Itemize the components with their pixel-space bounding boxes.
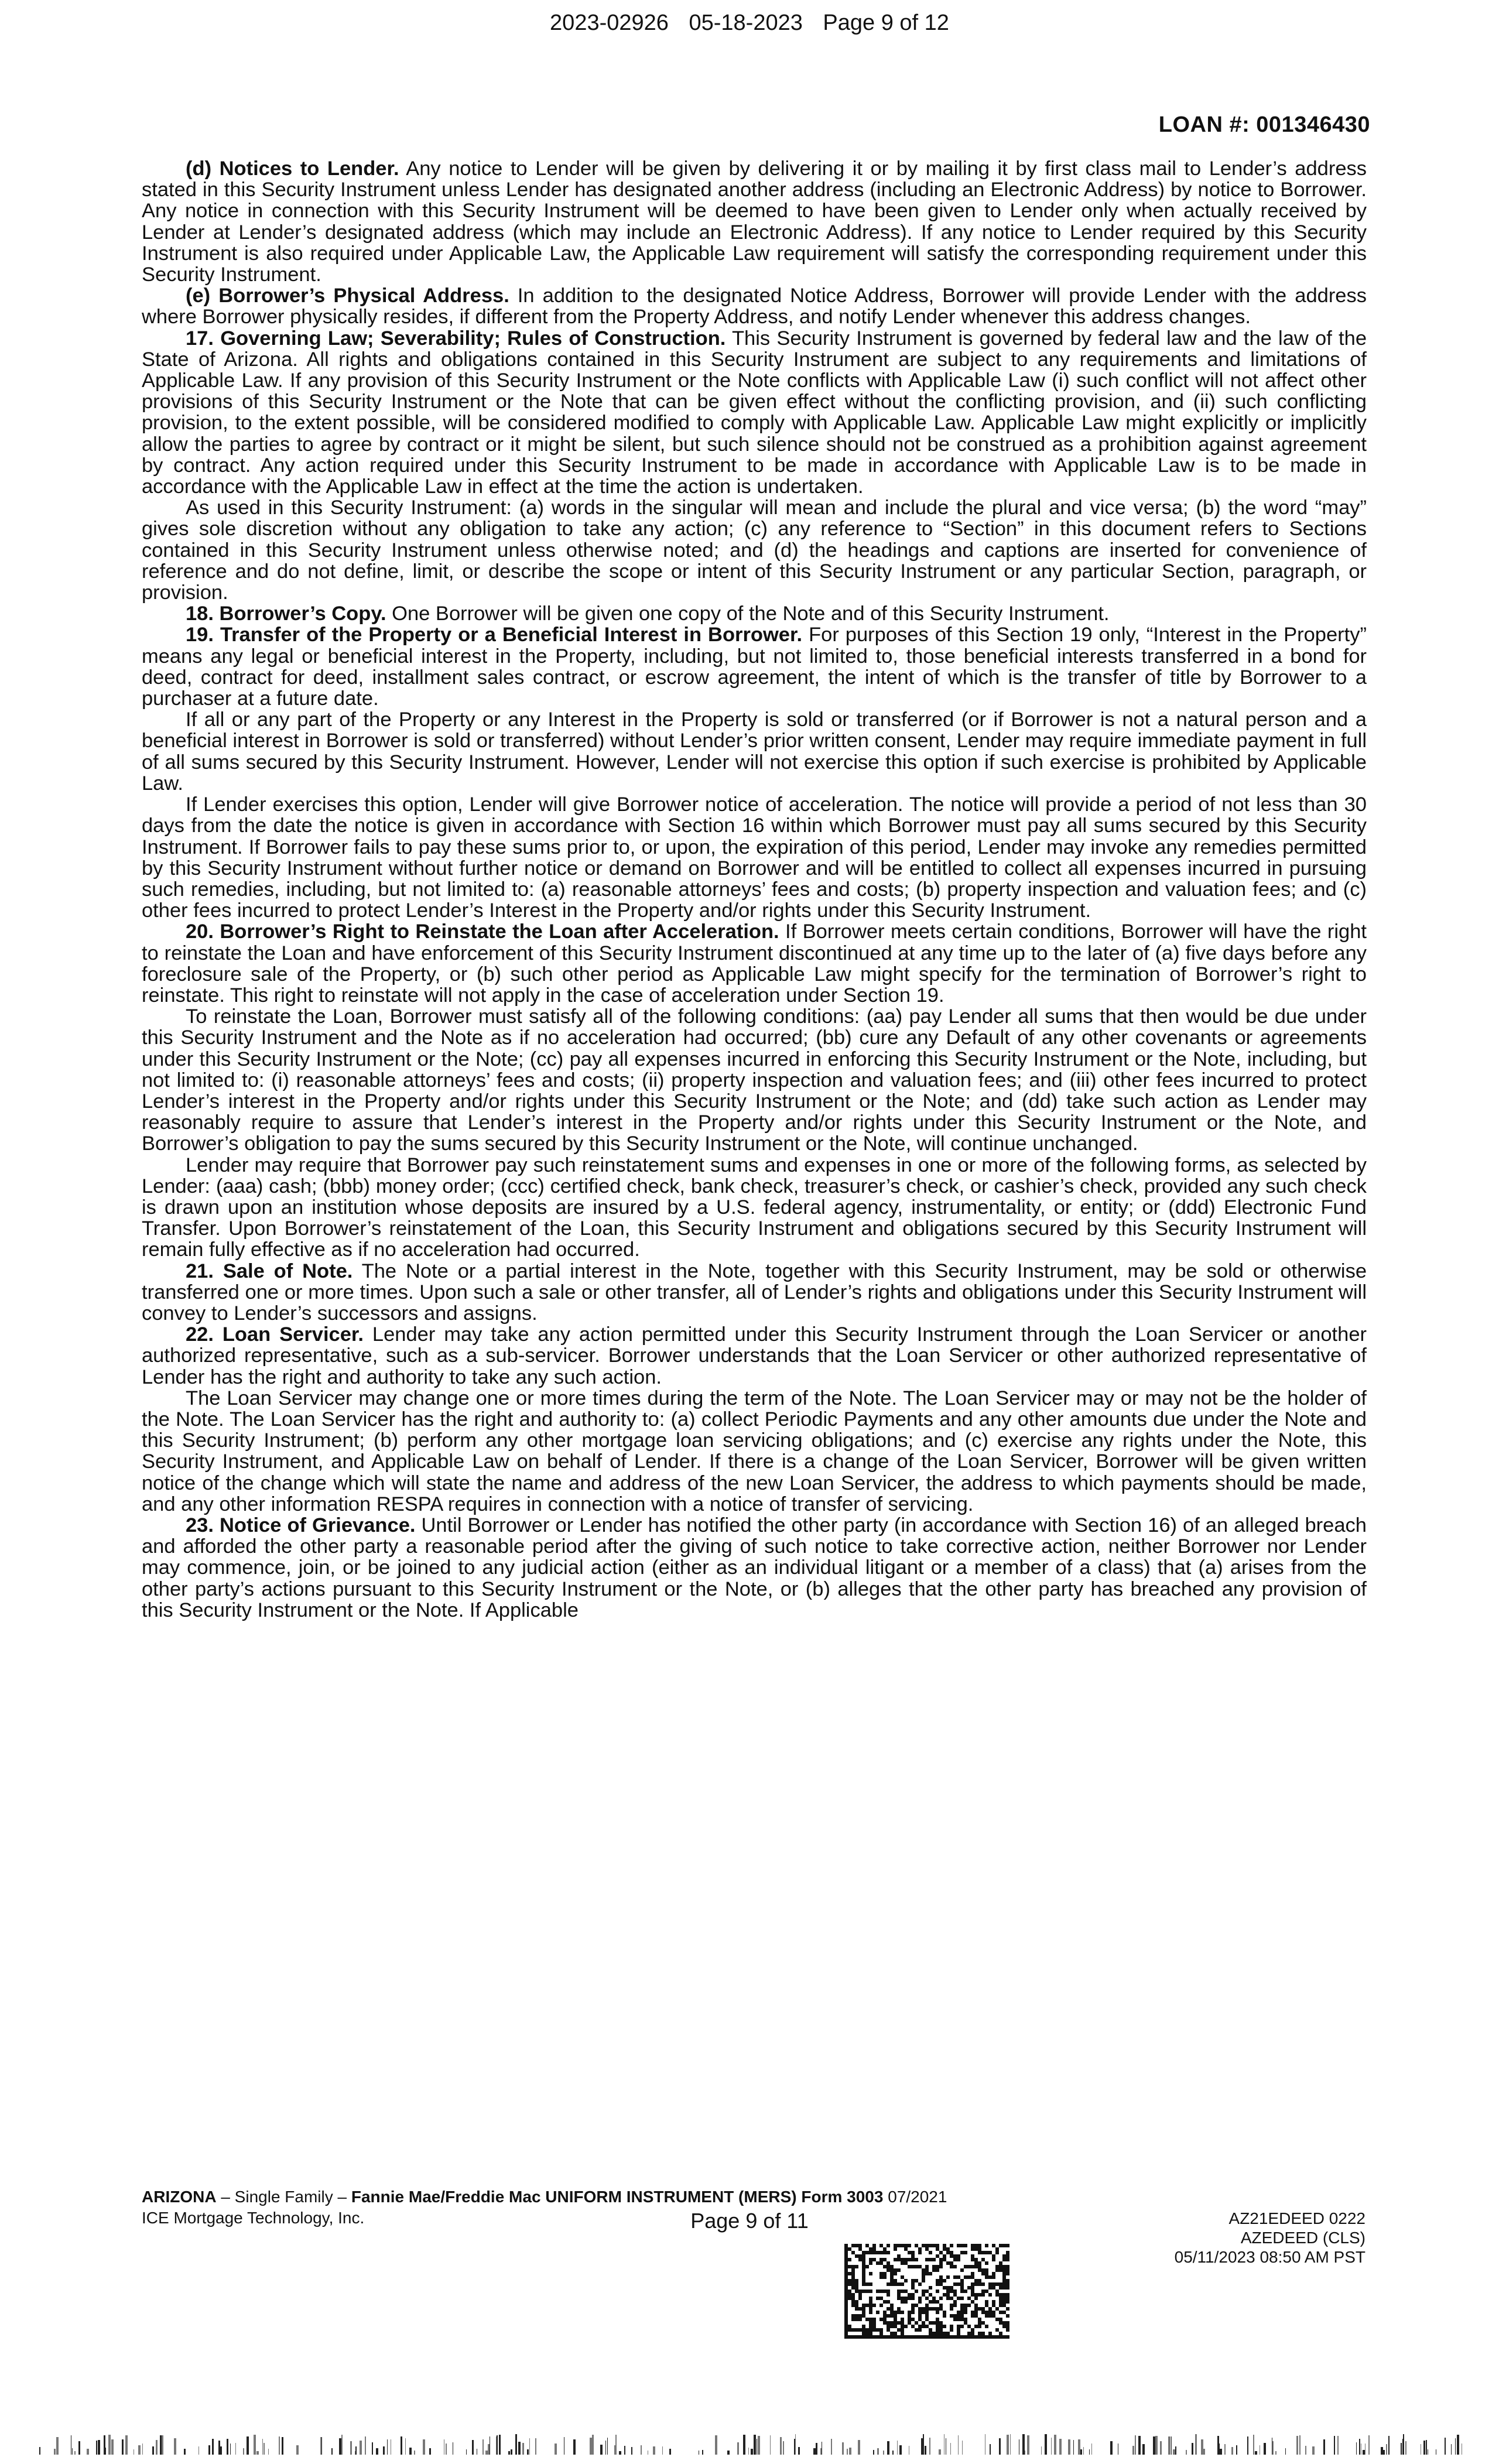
recording-page-label: Page 9 of 12	[823, 11, 949, 35]
section-title: 21. Sale of Note.	[186, 1260, 353, 1282]
section-16d	[142, 158, 1367, 285]
section-text: Until Borrower or Lender has notified the other party (in accordance with Section 16) of an alleged breach and afforded the other party a reasonable period after the giving of such notice to take corrective action, neither Borrower nor Lender may commence, join, or be joined to any judicial action (either as an individual litigant or a member of a class) that (a) arises from the other party’s actions pursuant to this Security Instrument or the Note, or (b) alleges that the other party has breached any provision of this Security Instrument or the Note. If Applicable	[142, 1514, 1367, 1621]
section-title: (e) Borrower’s Physical Address.	[186, 285, 509, 307]
form-state: ARIZONA	[142, 2188, 217, 2206]
section-19-paragraph-2: If all or any part of the Property or any Interest in the Property is sold or transferred (or if Borrower is not a natural person and a beneficial interest in Borrower is sold or transferred) without Lender’s prior written consent, Lender may require immediate payment in full of all sums secured by this Security Instrument. However, Lender will not exercise this option if such exercise is prohibited by Applicable Law.	[142, 709, 1367, 795]
section-title: 19. Transfer of the Property or a Beneficial Interest in Borrower.	[186, 624, 803, 646]
form-type: – Single Family –	[216, 2188, 351, 2206]
section-text: The Note or a partial interest in the Note, together with this Security Instrument, may be sold or otherwise transferred one or more times. Upon such a sale or other transfer, all of Lender’s rights and obligations under this Security Instrument will convey to Lender’s successors and assigns.	[142, 1260, 1367, 1325]
section-title: 18. Borrower’s Copy.	[186, 603, 386, 625]
section-text: One Borrower will be given one copy of the Note and of this Security Instrument.	[386, 603, 1110, 625]
section-text: If Borrower meets certain conditions, Borrower will have the right to reinstate the Loan and have enforcement of this Security Instrument discontinued at any time up to the later of (a) five days before any foreclosure sale of the Property, or (b) such other period as Applicable Law might specify for the termination of Borrower’s right to reinstate. This right to reinstate will not apply in the case of acceleration under Section 19.	[142, 920, 1367, 1007]
section-23	[142, 1515, 1367, 1621]
section-title: 22. Loan Servicer.	[186, 1323, 364, 1346]
section-19	[142, 624, 1367, 709]
section-16e	[142, 285, 1367, 327]
document-number: 2023-02926	[550, 11, 669, 35]
section-text: This Security Instrument is governed by federal law and the law of the State of Arizona. All rights and obligations contained in this Security Instrument are subject to any requirements and limitations of Applicable Law. If any provision of this Security Instrument or the Note conflicts with Applicable Law (i) such conflict will not affect other provisions of this Security Instrument or the Note that can be given effect without the conflicting provision, and (ii) such conflicting provision, to the extent possible, will be considered modified to comply with Applicable Law. Applicable Law might explicitly or implicitly allow the parties to agree by contract or it might be silent, but such silence should not be construed as a prohibition against agreement by contract. Any action required under this Security Instrument to be made in accordance with Applicable Law is to be made in accordance with the Applicable Law in effect at the time the action is undertaken.	[142, 327, 1367, 498]
document-body	[142, 158, 1367, 1621]
form-page-number: Page 9 of 11	[690, 2209, 809, 2233]
form-date: 07/2021	[883, 2188, 947, 2206]
section-21	[142, 1261, 1367, 1325]
loan-number: LOAN #: 001346430	[1158, 112, 1370, 137]
form-code-2: AZEDEED (CLS)	[1240, 2229, 1365, 2247]
recording-date: 05-18-2023	[689, 11, 803, 35]
section-20-paragraph-3: Lender may require that Borrower pay such reinstatement sums and expenses in one or more of the following forms, as selected by Lender: (aaa) cash; (bbb) money order; (ccc) certified check, bank check, treasurer’s check, or cashier’s check, provided any such check is drawn upon an institution whose deposits are insured by a U.S. federal agency, instrumentality, or entity; or (ddd) Electronic Fund Transfer. Upon Borrower’s reinstatement of the Loan, this Security Instrument and obligations secured by this Security Instrument will remain fully effective as if no acceleration had occurred.	[142, 1154, 1367, 1261]
form-company: ICE Mortgage Technology, Inc.	[142, 2209, 365, 2227]
section-19-paragraph-3: If Lender exercises this option, Lender will give Borrower notice of acceleration. The notice will provide a period of not less than 30 days from the date the notice is given in accordance with Section 16 within which Borrower must pay all sums secured by this Security Instrument. If Borrower fails to pay these sums prior to, or upon, the expiration of this period, Lender may invoke any remedies permitted by this Security Instrument without further notice or demand on Borrower and will be entitled to collect all expenses incurred in pursuing such remedies, including, but not limited to: (a) reasonable attorneys’ fees and costs; (b) property inspection and valuation fees; and (c) other fees incurred to protect Lender’s Interest in the Property and/or rights under this Security Instrument.	[142, 793, 1367, 922]
section-text: For purposes of this Section 19 only, “Interest in the Property” means any legal or beneficial interest in the Property, including, but not limited to, those beneficial interests transferred in a bond for deed, contract for deed, installment sales contract, or escrow agreement, the intent of which is the transfer of title by Borrower to a purchaser at a future date.	[142, 624, 1367, 710]
section-title: 20. Borrower’s Right to Reinstate the Loan after Acceleration.	[186, 920, 779, 943]
form-timestamp: 05/11/2023 08:50 AM PST	[1174, 2248, 1365, 2266]
form-code-1: AZ21EDEED 0222	[1228, 2209, 1365, 2227]
section-20	[142, 921, 1367, 1006]
section-title: 23. Notice of Grievance.	[186, 1514, 416, 1536]
form-codes	[1175, 2209, 1365, 2267]
section-title: (d) Notices to Lender.	[186, 158, 399, 180]
section-text: In addition to the designated Notice Address, Borrower will provide Lender with the address where Borrower physically resides, if different from the Property Address, and notify Lender whenever this address changes.	[142, 285, 1367, 328]
2d-barcode-icon	[843, 2244, 1011, 2339]
form-identifier-line	[142, 2186, 947, 2208]
section-18	[142, 603, 1367, 624]
section-text: Any notice to Lender will be given by delivering it or by mailing it by first class mail to Lender’s address stated in this Security Instrument unless Lender has designated another address (including an Electronic Address) by notice to Borrower. Any notice in connection with this Security Instrument will be deemed to have been given to Lender only when actually received by Lender at Lender’s designated address (which may include an Electronic Address). If any notice to Lender required by this Security Instrument is also required under Applicable Law, the Applicable Law requirement will satisfy the corresponding requirement under this Security Instrument.	[142, 158, 1367, 286]
section-17	[142, 328, 1367, 498]
form-number: (MERS) Form 3003	[734, 2188, 884, 2206]
form-name: Fannie Mae/Freddie Mac UNIFORM INSTRUMENT	[351, 2188, 734, 2206]
section-17-paragraph-2: As used in this Security Instrument: (a) words in the singular will mean and include the plural and vice versa; (b) the word “may” gives sole discretion without any obligation to take any action; (c) any reference to “Section” in this document refers to Sections contained in this Security Instrument unless otherwise noted; and (d) the headings and captions are inserted for convenience of reference and do not define, limit, or describe the scope or intent of this Security Instrument or any particular Section, paragraph, or provision.	[142, 497, 1367, 604]
page-header	[0, 11, 1499, 36]
section-22-paragraph-2: The Loan Servicer may change one or more times during the term of the Note. The Loan Servicer may or may not be the holder of the Note. The Loan Servicer has the right and authority to: (a) collect Periodic Payments and any other amounts due under the Note and this Security Instrument; (b) perform any other mortgage loan servicing obligations; and (c) exercise any rights under the Note, this Security Instrument, and Applicable Law on behalf of Lender. If there is a change of the Loan Servicer, Borrower will be given written notice of the change which will state the name and address of the new Loan Servicer, the address to which payments should be made, and any other information RESPA requires in connection with a notice of transfer of servicing.	[142, 1387, 1367, 1515]
scan-artifact-strip	[35, 2431, 1464, 2457]
section-20-paragraph-2: To reinstate the Loan, Borrower must satisfy all of the following conditions: (aa) pay Lender all sums that then would be due under this Security Instrument and the Note as if no acceleration had occurred; (bb) cure any Default of any other covenants or agreements under this Security Instrument or the Note; (cc) pay all expenses incurred in enforcing this Security Instrument or the Note, including, but not limited to: (i) reasonable attorneys’ fees and costs; (ii) property inspection and valuation fees; and (iii) other fees incurred to protect Lender’s interest in the Property and/or rights under this Security Instrument or the Note; and (dd) take such action as Lender may reasonably require to assure that Lender’s interest in the Property and/or rights under this Security Instrument or the Note, and Borrower’s obligation to pay the sums secured by this Security Instrument or the Note, will continue unchanged.	[142, 1005, 1367, 1155]
section-text: Lender may take any action permitted under this Security Instrument through the Loan Servicer or another authorized representative, such as a sub-servicer. Borrower understands that the Loan Servicer or other authorized representative of Lender has the right and authority to take any such action.	[142, 1323, 1367, 1388]
section-22	[142, 1324, 1367, 1388]
section-title: 17. Governing Law; Severability; Rules of Construction.	[186, 327, 726, 350]
